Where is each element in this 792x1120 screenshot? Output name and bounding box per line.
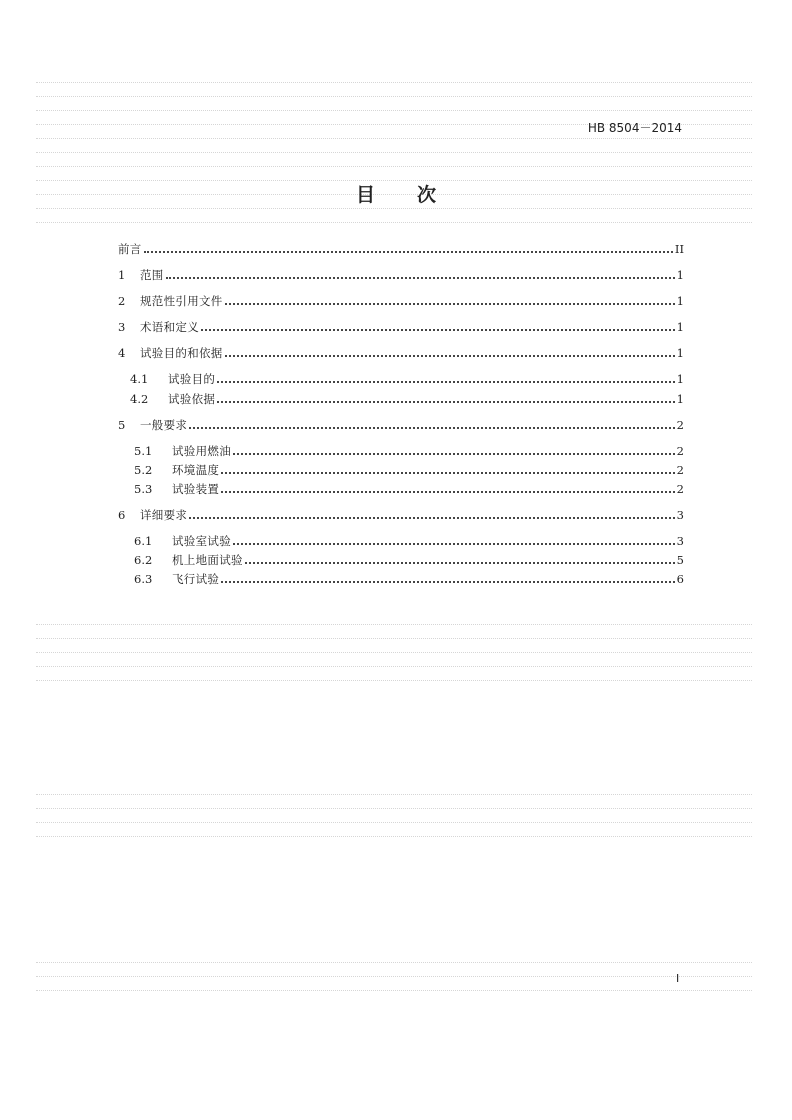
toc-number: 6.3 [134,572,153,586]
dot-leader [189,517,674,519]
toc-label: 试验装置 [172,482,220,496]
toc-entry-6-2[interactable] [134,553,684,567]
toc-entry-5-3[interactable] [134,482,684,496]
toc-number: 4.2 [130,392,149,406]
dot-leader [233,453,675,455]
toc-label: 机上地面试验 [172,553,243,567]
toc-number: 6.2 [134,553,153,567]
toc-label: 飞行试验 [172,572,220,586]
dot-leader [233,543,675,545]
toc-label: 试验依据 [168,392,216,406]
toc-page: II [674,242,684,256]
toc-label: 试验用燃油 [172,444,231,458]
toc-entry-5[interactable] [118,418,684,432]
toc-page: 1 [676,392,684,406]
toc-entry-4-2[interactable] [130,392,684,406]
dot-leader [166,277,675,279]
toc-page: 1 [676,268,684,282]
toc-page: 2 [676,444,684,458]
toc-page: 1 [676,320,684,334]
dot-leader [225,355,675,357]
page-title [0,180,792,207]
dot-leader [189,427,674,429]
toc-number: 1 [118,268,126,282]
toc-page: 6 [676,572,684,586]
toc-number: 5.3 [134,482,153,496]
toc-page: 1 [676,346,684,360]
toc-entry-4[interactable] [118,346,684,360]
toc-label: 术语和定义 [140,320,199,334]
dot-leader [217,381,674,383]
toc-page: 5 [676,553,684,567]
toc-page: 3 [676,508,684,522]
toc-page: 2 [676,482,684,496]
dot-leader [201,329,675,331]
toc-entry-3[interactable] [118,320,684,334]
toc-number: 5.2 [134,463,153,477]
toc-number: 4 [118,346,126,360]
dot-leader [221,581,674,583]
toc-number: 4.1 [130,372,149,386]
title-char-1: 目 [355,184,375,206]
toc-entry-5-1[interactable] [134,444,684,458]
toc-number: 6 [118,508,126,522]
toc-number: 3 [118,320,126,334]
dot-leader [225,303,675,305]
toc-page: 1 [676,294,684,308]
toc-label: 试验室试验 [172,534,231,548]
toc-number: 5 [118,418,126,432]
title-char-2: 次 [417,184,437,206]
toc-label: 试验目的 [168,372,216,386]
toc-page: 2 [676,463,684,477]
footer-page-number: I [676,972,680,985]
dot-leader [221,472,674,474]
toc-page: 2 [676,418,684,432]
toc-entry-6-3[interactable] [134,572,684,586]
toc-number: 5.1 [134,444,153,458]
toc-page: 3 [676,534,684,548]
toc-label: 详细要求 [140,508,188,522]
dot-leader [144,251,673,253]
toc-entry-6-1[interactable] [134,534,684,548]
scan-texture-middle [36,624,752,694]
scan-texture-lower [36,794,752,850]
toc-number: 2 [118,294,126,308]
dot-leader [217,401,674,403]
standard-number: HB 8504－2014 [587,121,682,135]
dot-leader [221,491,674,493]
toc-entry-4-1[interactable] [130,372,684,386]
toc-number: 6.1 [134,534,153,548]
toc-page: 1 [676,372,684,386]
toc-label: 规范性引用文件 [140,294,223,308]
toc-label: 试验目的和依据 [140,346,223,360]
toc-label: 范围 [140,268,164,282]
scan-texture-bottom [36,962,752,1004]
toc-entry-5-2[interactable] [134,463,684,477]
toc-entry-2[interactable] [118,294,684,308]
toc-label: 一般要求 [140,418,188,432]
toc-label: 前言 [118,242,142,256]
dot-leader [245,562,675,564]
toc-entry-6[interactable] [118,508,684,522]
scan-texture-top [36,82,752,236]
toc-entry-1[interactable] [118,268,684,282]
toc-label: 环境温度 [172,463,220,477]
toc-entry-foreword[interactable] [118,242,684,256]
